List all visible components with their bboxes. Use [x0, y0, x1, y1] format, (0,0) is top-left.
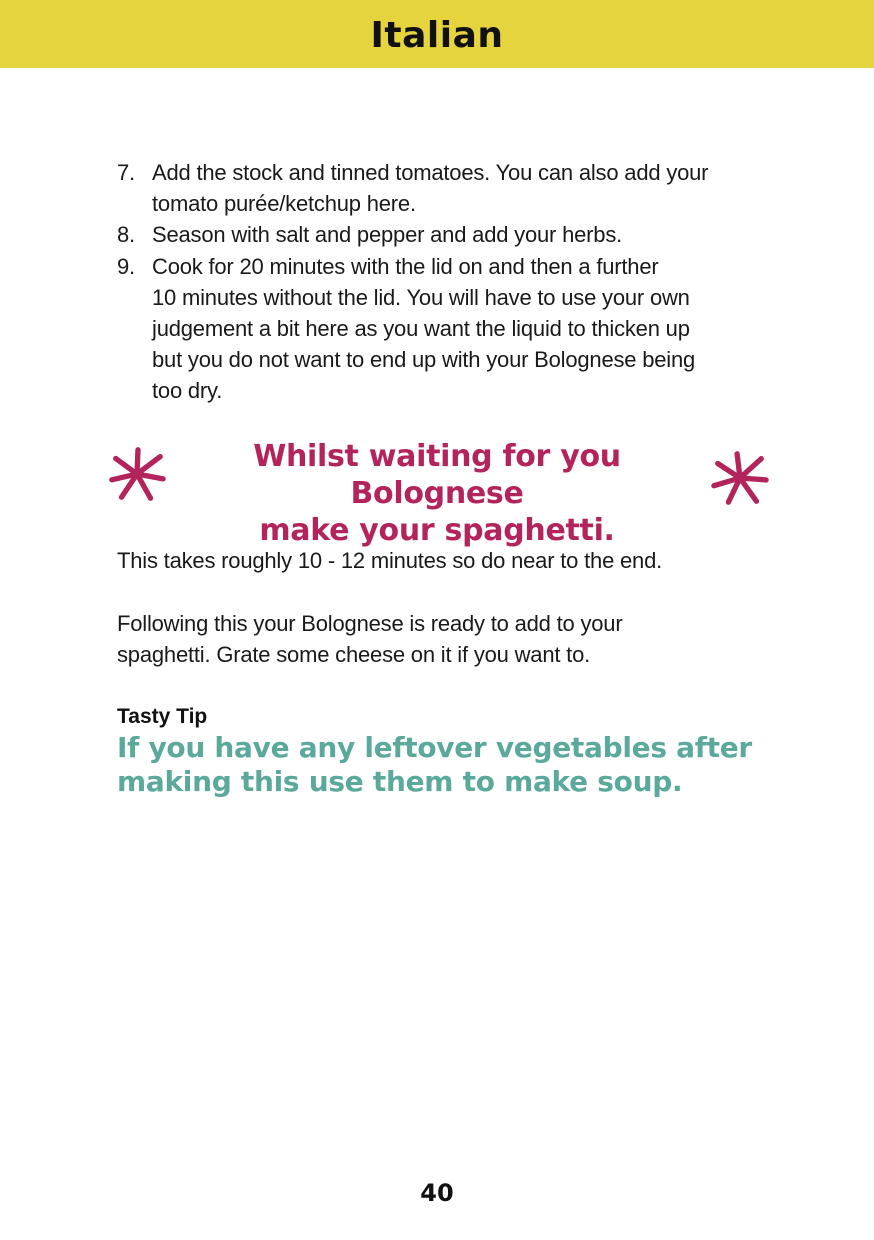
- step-text-line: 10 minutes without the lid. You will have to use your own: [152, 284, 690, 310]
- serving-paragraph: [117, 608, 757, 670]
- page-number: 40: [420, 1179, 454, 1207]
- step-text: [152, 157, 777, 219]
- spaghetti-callout: [105, 436, 769, 548]
- timing-paragraph: This takes roughly 10 - 12 minutes so do near to the end.: [117, 548, 663, 573]
- page-title: Italian: [370, 15, 504, 56]
- step-number: 9.: [117, 253, 135, 279]
- tasty-tip-heading: Tasty Tip: [117, 705, 208, 728]
- asterisk-star-icon: [108, 445, 166, 503]
- instruction-steps-list: [117, 157, 777, 407]
- step-text-line: tomato purée/ketchup here.: [152, 191, 416, 217]
- list-item-step-7: [117, 157, 777, 219]
- step-text-line: Cook for 20 minutes with the lid on and then a further: [152, 253, 659, 279]
- step-text: [152, 219, 777, 250]
- paragraph-line: spaghetti. Grate some cheese on it if you want to.: [117, 642, 591, 668]
- list-item-step-8: [117, 219, 777, 250]
- tip-line: If you have any leftover vegetables after: [117, 731, 752, 764]
- step-text-line: Season with salt and pepper and add your herbs.: [152, 222, 623, 248]
- list-item-step-9: [117, 251, 777, 407]
- step-text-line: judgement a bit here as you want the liquid to thicken up: [152, 316, 690, 342]
- step-text-line: but you do not want to end up with your Bolognese being: [152, 347, 696, 373]
- tip-line: making this use them to make soup.: [117, 765, 683, 798]
- step-text-line: too dry.: [152, 378, 223, 404]
- callout-line: make your spaghetti.: [259, 513, 615, 548]
- step-text-line: Add the stock and tinned tomatoes. You can also add your: [152, 160, 709, 185]
- tasty-tip-text: [117, 731, 757, 799]
- header-band: [0, 0, 874, 68]
- step-text: [152, 251, 777, 407]
- asterisk-star-icon: [711, 449, 769, 507]
- paragraph-line: Following this your Bolognese is ready to add to your: [117, 611, 623, 636]
- callout-line: Whilst waiting for you Bolognese: [253, 439, 621, 511]
- step-number: 7.: [117, 160, 135, 185]
- step-number: 8.: [117, 222, 135, 248]
- callout-heading: [167, 438, 707, 549]
